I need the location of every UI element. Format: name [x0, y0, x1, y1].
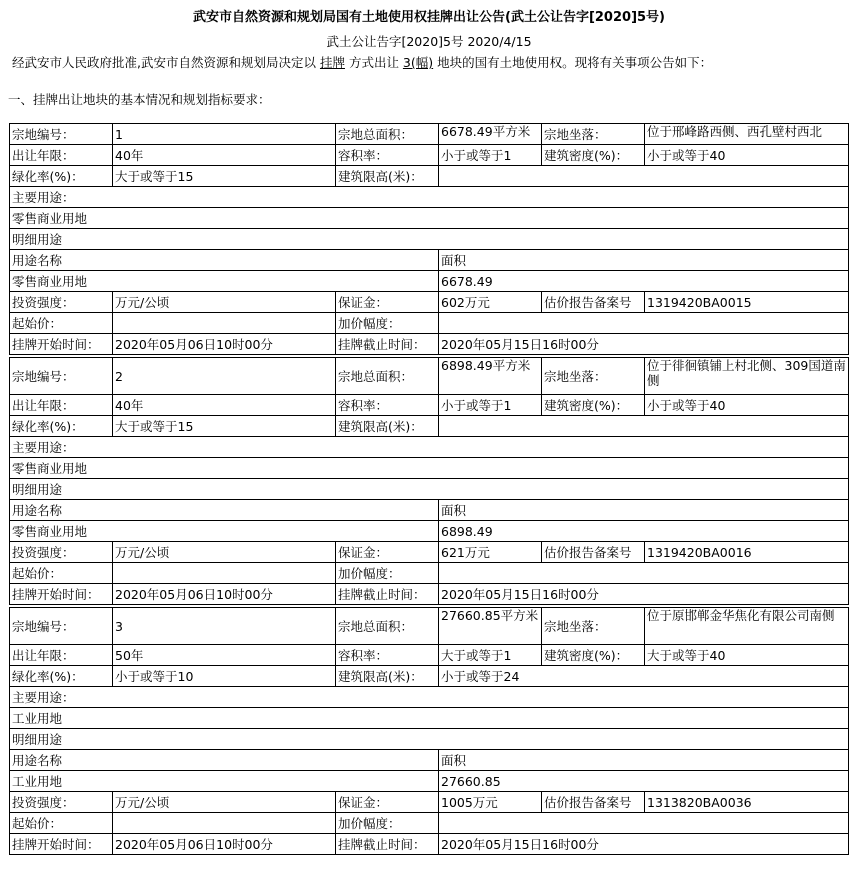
- main-use-label: 主要用途：: [10, 187, 849, 208]
- parcel-table: [9, 607, 849, 855]
- area-header: 面积: [439, 250, 849, 271]
- term-label: 出让年限：: [10, 395, 113, 416]
- main-use-label: 主要用途：: [10, 687, 849, 708]
- table-row: [10, 729, 849, 750]
- investment-label: 投资强度：: [10, 292, 113, 313]
- use-name-header: 用途名称: [10, 500, 439, 521]
- height-label: 建筑限高(米)：: [336, 166, 439, 187]
- investment-value: 万元/公顷: [113, 542, 336, 563]
- total-area-value: 6678.49平方米: [439, 124, 542, 145]
- use-area-value: 6678.49: [439, 271, 849, 292]
- detail-use-label: 明细用途: [10, 479, 849, 500]
- listing-end-value: 2020年05月15日16时00分: [439, 334, 849, 355]
- table-row: [10, 145, 849, 166]
- parcel-no-label: 宗地编号：: [10, 358, 113, 395]
- start-price-label: 起始价：: [10, 813, 113, 834]
- section-heading: 一、挂牌出让地块的基本情况和规划指标要求：: [8, 92, 271, 107]
- main-use-value: 零售商业用地: [10, 208, 849, 229]
- use-area-value: 6898.49: [439, 521, 849, 542]
- listing-start-value: 2020年05月06日10时00分: [113, 834, 336, 855]
- increment-label: 加价幅度：: [336, 813, 439, 834]
- table-row: [10, 208, 849, 229]
- parcel-table: [9, 357, 849, 605]
- detail-use-label: 明细用途: [10, 729, 849, 750]
- appraisal-value: 1313820BA0036: [645, 792, 849, 813]
- deposit-label: 保证金：: [336, 292, 439, 313]
- table-row: [10, 124, 849, 145]
- term-label: 出让年限：: [10, 645, 113, 666]
- intro-method: 挂牌: [319, 55, 345, 70]
- intro-text-post: 地块的国有土地使用权。现将有关事项公告如下：: [433, 55, 713, 70]
- table-row: [10, 292, 849, 313]
- investment-value: 万元/公顷: [113, 792, 336, 813]
- far-label: 容积率：: [336, 145, 439, 166]
- listing-end-value: 2020年05月15日16时00分: [439, 834, 849, 855]
- density-value: 小于或等于40: [645, 395, 849, 416]
- intro-text-pre: 经武安市人民政府批准,武安市自然资源和规划局决定以: [12, 55, 320, 70]
- green-label: 绿化率(%)：: [10, 416, 113, 437]
- table-row: [10, 416, 849, 437]
- table-row: [10, 666, 849, 687]
- table-row: [10, 395, 849, 416]
- appraisal-value: 1319420BA0016: [645, 542, 849, 563]
- table-row: [10, 645, 849, 666]
- start-price-value: [113, 313, 336, 334]
- table-row: [10, 542, 849, 563]
- total-area-value: 27660.85平方米: [439, 608, 542, 645]
- appraisal-label: 估价报告备案号: [542, 542, 645, 563]
- far-label: 容积率：: [336, 395, 439, 416]
- table-row: [10, 479, 849, 500]
- far-value: 小于或等于1: [439, 395, 542, 416]
- page-title: 武安市自然资源和规划局国有土地使用权挂牌出让公告(武土公让告字[2020]5号): [193, 10, 665, 25]
- investment-label: 投资强度：: [10, 542, 113, 563]
- increment-label: 加价幅度：: [336, 563, 439, 584]
- main-use-label: 主要用途：: [10, 437, 849, 458]
- table-row: [10, 437, 849, 458]
- parcel-no-label: 宗地编号：: [10, 124, 113, 145]
- table-row: [10, 608, 849, 645]
- table-row: [10, 687, 849, 708]
- parcel-table: [9, 123, 849, 355]
- total-area-label: 宗地总面积：: [336, 358, 439, 395]
- table-row: [10, 584, 849, 605]
- deposit-value: 602万元: [439, 292, 542, 313]
- start-price-value: [113, 813, 336, 834]
- far-label: 容积率：: [336, 645, 439, 666]
- height-value: 小于或等于24: [439, 666, 849, 687]
- start-price-value: [113, 563, 336, 584]
- table-row: [10, 458, 849, 479]
- density-label: 建筑密度(%)：: [542, 395, 645, 416]
- table-row: [10, 229, 849, 250]
- use-name-value: 零售商业用地: [10, 521, 439, 542]
- deposit-value: 1005万元: [439, 792, 542, 813]
- height-value: [439, 166, 849, 187]
- table-row: [10, 792, 849, 813]
- table-row: [10, 813, 849, 834]
- table-row: [10, 834, 849, 855]
- density-value: 小于或等于40: [645, 145, 849, 166]
- parcel-no-value: 3: [113, 608, 336, 645]
- location-value: 位于邢峰路西侧、西孔壁村西北: [645, 124, 849, 145]
- listing-end-label: 挂牌截止时间：: [336, 834, 439, 855]
- deposit-label: 保证金：: [336, 542, 439, 563]
- parcel-tables: [9, 123, 848, 855]
- total-area-label: 宗地总面积：: [336, 124, 439, 145]
- density-value: 大于或等于40: [645, 645, 849, 666]
- area-header: 面积: [439, 500, 849, 521]
- location-label: 宗地坐落：: [542, 608, 645, 645]
- location-value: 位于徘徊镇铺上村北侧、309国道南侧: [645, 358, 849, 395]
- appraisal-label: 估价报告备案号: [542, 792, 645, 813]
- table-row: [10, 313, 849, 334]
- table-row: [10, 771, 849, 792]
- listing-start-label: 挂牌开始时间：: [10, 334, 113, 355]
- table-row: [10, 708, 849, 729]
- use-name-value: 零售商业用地: [10, 271, 439, 292]
- detail-use-label: 明细用途: [10, 229, 849, 250]
- table-row: [10, 750, 849, 771]
- increment-label: 加价幅度：: [336, 313, 439, 334]
- table-row: [10, 563, 849, 584]
- term-label: 出让年限：: [10, 145, 113, 166]
- density-label: 建筑密度(%)：: [542, 145, 645, 166]
- term-value: 40年: [113, 145, 336, 166]
- table-row: [10, 166, 849, 187]
- listing-end-value: 2020年05月15日16时00分: [439, 584, 849, 605]
- intro-paragraph: [12, 53, 712, 71]
- table-row: [10, 500, 849, 521]
- table-row: [10, 358, 849, 395]
- green-value: 大于或等于15: [113, 416, 336, 437]
- table-row: [10, 334, 849, 355]
- green-label: 绿化率(%)：: [10, 166, 113, 187]
- listing-start-label: 挂牌开始时间：: [10, 834, 113, 855]
- announcement-number-date: 武土公让告字[2020]5号 2020/4/15: [326, 34, 532, 49]
- table-row: [10, 521, 849, 542]
- parcel-no-value: 1: [113, 124, 336, 145]
- table-row: [10, 187, 849, 208]
- main-use-value: 零售商业用地: [10, 458, 849, 479]
- use-area-value: 27660.85: [439, 771, 849, 792]
- far-value: 小于或等于1: [439, 145, 542, 166]
- location-label: 宗地坐落：: [542, 124, 645, 145]
- area-header: 面积: [439, 750, 849, 771]
- increment-value: [439, 563, 849, 584]
- parcel-no-label: 宗地编号：: [10, 608, 113, 645]
- increment-value: [439, 313, 849, 334]
- use-name-header: 用途名称: [10, 250, 439, 271]
- increment-value: [439, 813, 849, 834]
- investment-label: 投资强度：: [10, 792, 113, 813]
- location-label: 宗地坐落：: [542, 358, 645, 395]
- use-name-value: 工业用地: [10, 771, 439, 792]
- intro-count: 3(幅): [402, 55, 434, 70]
- investment-value: 万元/公顷: [113, 292, 336, 313]
- density-label: 建筑密度(%)：: [542, 645, 645, 666]
- total-area-value: 6898.49平方米: [439, 358, 542, 395]
- intro-text-mid: 方式出让: [344, 55, 403, 70]
- table-row: [10, 271, 849, 292]
- location-value: 位于原邯郸金华焦化有限公司南侧: [645, 608, 849, 645]
- far-value: 大于或等于1: [439, 645, 542, 666]
- listing-start-value: 2020年05月06日10时00分: [113, 584, 336, 605]
- use-name-header: 用途名称: [10, 750, 439, 771]
- listing-start-label: 挂牌开始时间：: [10, 584, 113, 605]
- term-value: 40年: [113, 395, 336, 416]
- parcel-no-value: 2: [113, 358, 336, 395]
- appraisal-label: 估价报告备案号: [542, 292, 645, 313]
- deposit-label: 保证金：: [336, 792, 439, 813]
- total-area-label: 宗地总面积：: [336, 608, 439, 645]
- green-value: 大于或等于15: [113, 166, 336, 187]
- deposit-value: 621万元: [439, 542, 542, 563]
- listing-end-label: 挂牌截止时间：: [336, 584, 439, 605]
- table-row: [10, 250, 849, 271]
- main-use-value: 工业用地: [10, 708, 849, 729]
- listing-end-label: 挂牌截止时间：: [336, 334, 439, 355]
- listing-start-value: 2020年05月06日10时00分: [113, 334, 336, 355]
- height-label: 建筑限高(米)：: [336, 666, 439, 687]
- appraisal-value: 1319420BA0015: [645, 292, 849, 313]
- height-label: 建筑限高(米)：: [336, 416, 439, 437]
- green-value: 小于或等于10: [113, 666, 336, 687]
- start-price-label: 起始价：: [10, 313, 113, 334]
- start-price-label: 起始价：: [10, 563, 113, 584]
- green-label: 绿化率(%)：: [10, 666, 113, 687]
- term-value: 50年: [113, 645, 336, 666]
- height-value: [439, 416, 849, 437]
